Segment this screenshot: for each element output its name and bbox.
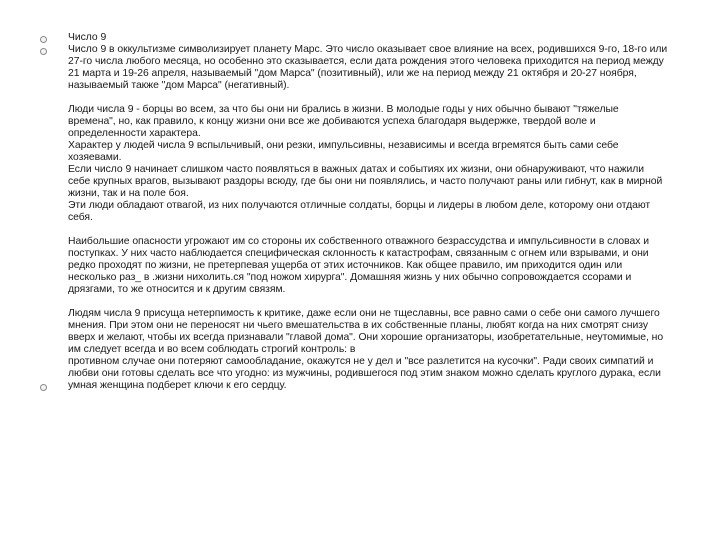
paragraph: Эти люди обладают отвагой, из них получаются отличные солдаты, борцы и лидеры в любом деле, которому они отдают себя.: [68, 200, 651, 223]
paragraph: Наибольшие опасности угрожают им со стороны их собственного отважного безрассудства и импульсивности в словах и поступках. У них часто наблюдается специфическая склонность к катастрофам, связанным с огнем или взрывами, и они редко проходят по жизни, не претерпевая ущерба от этих источников. Как общее правило, им приходится один или несколько раз_ в .жизни нихолить.ся "под ножом хирурга". Домашняя жизнь у них обычно сопровождается ссорами и дрязгами, то же относится и к другим связям.: [68, 236, 649, 295]
paragraph: Люди числа 9 - борцы во всем, за что бы они ни брались в жизни. В молодые годы у них обычно бывают "тяжелые времена", но, как правило, к концу жизни они все же добиваются успеха благодаря выдержке, твердой воле и определенности характера.: [68, 104, 619, 139]
paragraph: Если число 9 начинает слишком часто появляться в важных датах и событиях их жизни, они обнаруживают, что нажили себе крупных врагов, вызывают раздоры всюду, где бы они ни появлялись, и часто получают раны или гибнут, как в мирной жизни, так и на поле боя.: [68, 164, 663, 199]
paragraph: противном случае они потеряют самообладание, окажутся не у дел и "все разлетится на кусочки". Ради своих симпатий и любви они готовы сделать все что угодно: из мужчины, родившегося под этим знаком можно сделать круглого дурака, если умная женщина подберет ключи к его сердцу.: [68, 356, 661, 391]
paragraph: Характер у людей числа 9 вспыльчивый, они резки, импульсивны, независимы и всегда вгремятся быть сами себе хозяевами.: [68, 140, 619, 163]
bullet-icon: [40, 48, 47, 55]
bullet-icon: [40, 36, 47, 43]
bullet-icon: [40, 384, 47, 391]
intro-paragraph: Число 9 в оккультизме символизирует планету Марс. Это число оказывает свое влияние на всех, родившихся 9-го, 18-го или 27-го числа любого месяца, но особенно это сказывается, если дата рождения этого человека приходится на период между 21 марта и 19-26 апреля, называемый "дом Марса" (позитивный), или же на период между 21 октября и 20-27 ноября, называемый также "дом Марса" (негативный).: [68, 44, 668, 91]
document-title: Число 9: [68, 32, 107, 43]
paragraph: Людям числа 9 присуща нетерпимость к критике, даже если они не тщеславны, все равно сами о себе они самого лучшего мнения. При этом они не переносят ни чьего вмешательства в их собственные планы, любят когда на них смотрят снизу вверх и желают, чтобы их всегда признавали "главой дома". Они хорошие организаторы, изобретательные, неутомимые, но им следует всегда и во всем соблюдать строгий контроль: в: [68, 308, 664, 355]
text-body: [68, 32, 668, 392]
